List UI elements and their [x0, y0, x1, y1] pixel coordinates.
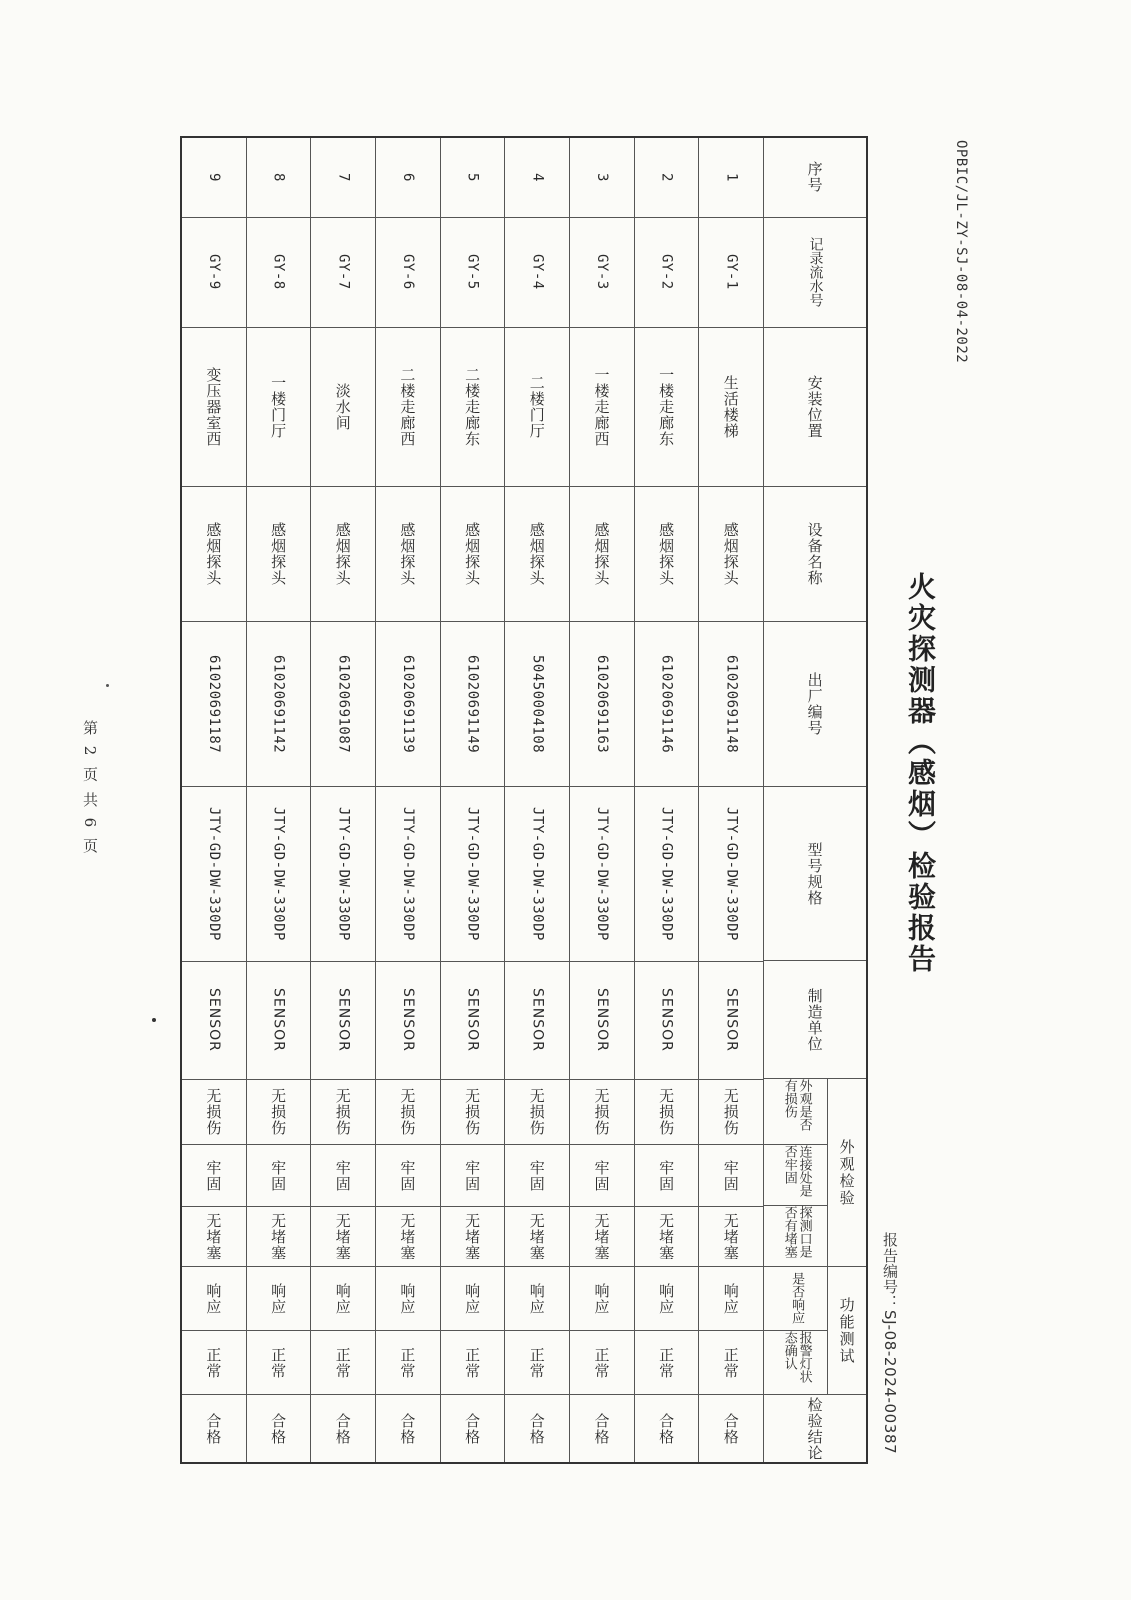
cell-conclusion: 合格 [592, 1412, 611, 1445]
cell-firm: 牢固 [441, 1145, 505, 1207]
header-record-no: 记录流水号 [764, 218, 866, 328]
speck-mark [106, 684, 109, 687]
cell-alarm-light: 正常 [376, 1331, 440, 1395]
cell-record-no: GY-8 [247, 218, 311, 328]
cell-alarm-light: 正常 [570, 1331, 634, 1395]
cell-factory-no: 61020691142 [247, 622, 311, 787]
cell-model: JTY-GD-DW-330DP [182, 787, 246, 962]
cell-factory-no: 61020691149 [441, 622, 505, 787]
header-conclusion: 检验结论 [805, 1396, 824, 1461]
cell-model: JTY-GD-DW-330DP [247, 787, 311, 962]
cell-conclusion: 合格 [527, 1412, 546, 1445]
cell-response: 响应 [441, 1267, 505, 1331]
cell-response: 响应 [505, 1267, 569, 1331]
cell-conclusion: 合格 [333, 1412, 352, 1445]
cell-seq: 5 [441, 138, 505, 218]
cell-record-no: GY-7 [311, 218, 375, 328]
cell-seq: 1 [699, 138, 763, 218]
cell-alarm-light: 正常 [505, 1331, 569, 1395]
cell-firm: 牢固 [635, 1145, 699, 1207]
cell-conclusion: 合格 [398, 1412, 417, 1445]
cell-response: 响应 [570, 1267, 634, 1331]
cell-factory-no: 61020691163 [570, 622, 634, 787]
header-device-name: 设备名称 [764, 487, 866, 622]
cell-damaged: 无损伤 [441, 1080, 505, 1146]
cell-seq: 6 [376, 138, 440, 218]
header-manufacturer: 制造单位 [764, 961, 866, 1079]
table-row [310, 138, 375, 1462]
cell-blocked: 无堵塞 [441, 1207, 505, 1267]
cell-conclusion: 合格 [269, 1412, 288, 1445]
cell-record-no: GY-2 [635, 218, 699, 328]
cell-firm: 牢固 [699, 1145, 763, 1207]
cell-factory-no: 50450004108 [505, 622, 569, 787]
cell-model: JTY-GD-DW-330DP [570, 787, 634, 962]
cell-conclusion: 合格 [204, 1412, 223, 1445]
cell-damaged: 无损伤 [247, 1080, 311, 1146]
cell-blocked: 无堵塞 [570, 1207, 634, 1267]
cell-blocked: 无堵塞 [182, 1207, 246, 1267]
cell-record-no: GY-1 [699, 218, 763, 328]
cell-record-no: GY-4 [505, 218, 569, 328]
cell-device-name: 感烟探头 [441, 487, 505, 622]
cell-response: 响应 [182, 1267, 246, 1331]
cell-model: JTY-GD-DW-330DP [311, 787, 375, 962]
header-model: 型号规格 [764, 787, 866, 962]
cell-damaged: 无损伤 [570, 1080, 634, 1146]
cell-conclusion: 合格 [721, 1412, 740, 1445]
cell-manufacturer: SENSOR [311, 962, 375, 1080]
cell-device-name: 感烟探头 [699, 487, 763, 622]
header-alarm-light: 报警灯状态确认 [781, 1330, 812, 1383]
cell-device-name: 感烟探头 [247, 487, 311, 622]
cell-blocked: 无堵塞 [376, 1207, 440, 1267]
cell-alarm-light: 正常 [311, 1331, 375, 1395]
cell-factory-no: 61020691146 [635, 622, 699, 787]
cell-firm: 牢固 [376, 1145, 440, 1207]
cell-factory-no: 61020691148 [699, 622, 763, 787]
header-blocked: 探测口是否有堵塞 [781, 1206, 812, 1259]
cell-manufacturer: SENSOR [441, 962, 505, 1080]
cell-conclusion: 合格 [463, 1412, 482, 1445]
cell-response: 响应 [311, 1267, 375, 1331]
table-row [698, 138, 763, 1462]
cell-location: 一楼走廊西 [570, 328, 634, 488]
table-row [634, 138, 699, 1462]
cell-location: 一楼走廊东 [635, 328, 699, 488]
cell-response: 响应 [635, 1267, 699, 1331]
header-factory-no: 出厂编号 [764, 622, 866, 787]
cell-seq: 8 [247, 138, 311, 218]
cell-factory-no: 61020691139 [376, 622, 440, 787]
cell-location: 二楼门厅 [505, 328, 569, 488]
cell-damaged: 无损伤 [182, 1080, 246, 1146]
cell-response: 响应 [247, 1267, 311, 1331]
cell-location: 变压器室西 [182, 328, 246, 488]
cell-blocked: 无堵塞 [247, 1207, 311, 1267]
cell-blocked: 无堵塞 [699, 1207, 763, 1267]
table-row [246, 138, 311, 1462]
cell-model: JTY-GD-DW-330DP [376, 787, 440, 962]
cell-device-name: 感烟探头 [505, 487, 569, 622]
table-row [504, 138, 569, 1462]
cell-manufacturer: SENSOR [570, 962, 634, 1080]
cell-device-name: 感烟探头 [311, 487, 375, 622]
cell-seq: 4 [505, 138, 569, 218]
cell-firm: 牢固 [311, 1145, 375, 1207]
cell-damaged: 无损伤 [699, 1080, 763, 1146]
cell-alarm-light: 正常 [182, 1331, 246, 1395]
table-row [182, 138, 246, 1462]
cell-device-name: 感烟探头 [570, 487, 634, 622]
cell-firm: 牢固 [182, 1145, 246, 1207]
cell-record-no: GY-3 [570, 218, 634, 328]
cell-model: JTY-GD-DW-330DP [699, 787, 763, 962]
header-appearance-group [764, 1079, 866, 1267]
cell-factory-no: 61020691187 [182, 622, 246, 787]
cell-location: 淡水间 [311, 328, 375, 488]
cell-alarm-light: 正常 [699, 1331, 763, 1395]
cell-seq: 7 [311, 138, 375, 218]
cell-manufacturer: SENSOR [635, 962, 699, 1080]
header-appearance-band: 外观检验 [827, 1079, 866, 1266]
cell-manufacturer: SENSOR [247, 962, 311, 1080]
cell-location: 一楼门厅 [247, 328, 311, 488]
cell-damaged: 无损伤 [311, 1080, 375, 1146]
header-response: 是否响应 [764, 1267, 827, 1331]
table-row [375, 138, 440, 1462]
cell-damaged: 无损伤 [376, 1080, 440, 1146]
cell-response: 响应 [699, 1267, 763, 1331]
header-seq: 序号 [764, 138, 866, 218]
cell-conclusion: 合格 [657, 1412, 676, 1445]
cell-firm: 牢固 [505, 1145, 569, 1207]
cell-manufacturer: SENSOR [376, 962, 440, 1080]
header-location: 安装位置 [764, 328, 866, 488]
cell-alarm-light: 正常 [441, 1331, 505, 1395]
cell-firm: 牢固 [247, 1145, 311, 1207]
cell-firm: 牢固 [570, 1145, 634, 1207]
cell-manufacturer: SENSOR [505, 962, 569, 1080]
document-code: OPBIC/JL-ZY-SJ-08-04-2022 [953, 140, 969, 364]
cell-device-name: 感烟探头 [376, 487, 440, 622]
cell-record-no: GY-5 [441, 218, 505, 328]
cell-seq: 9 [182, 138, 246, 218]
report-number: 报告编号：SJ-08-2024-00387 [881, 1232, 899, 1455]
header-firm: 连接处是否牢固 [764, 1145, 827, 1207]
cell-model: JTY-GD-DW-330DP [441, 787, 505, 962]
cell-damaged: 无损伤 [635, 1080, 699, 1146]
page-footer: 第 2 页 共 6 页 [81, 720, 99, 856]
inspection-table [180, 136, 868, 1464]
cell-record-no: GY-9 [182, 218, 246, 328]
cell-device-name: 感烟探头 [182, 487, 246, 622]
header-function-group [764, 1267, 866, 1395]
cell-manufacturer: SENSOR [699, 962, 763, 1080]
cell-seq: 3 [570, 138, 634, 218]
cell-factory-no: 61020691087 [311, 622, 375, 787]
table-row [569, 138, 634, 1462]
cell-alarm-light: 正常 [635, 1331, 699, 1395]
cell-manufacturer: SENSOR [182, 962, 246, 1080]
cell-response: 响应 [376, 1267, 440, 1331]
cell-model: JTY-GD-DW-330DP [635, 787, 699, 962]
cell-location: 生活楼梯 [699, 328, 763, 488]
cell-device-name: 感烟探头 [635, 487, 699, 622]
cell-location: 二楼走廊东 [441, 328, 505, 488]
header-damaged: 外观是否有损伤 [764, 1079, 827, 1145]
cell-record-no: GY-6 [376, 218, 440, 328]
cell-seq: 2 [635, 138, 699, 218]
table-header-row [763, 138, 866, 1462]
header-function-band: 功能测试 [827, 1267, 866, 1394]
cell-alarm-light: 正常 [247, 1331, 311, 1395]
cell-blocked: 无堵塞 [635, 1207, 699, 1267]
cell-blocked: 无堵塞 [505, 1207, 569, 1267]
cell-model: JTY-GD-DW-330DP [505, 787, 569, 962]
cell-damaged: 无损伤 [505, 1080, 569, 1146]
table-row [440, 138, 505, 1462]
cell-blocked: 无堵塞 [311, 1207, 375, 1267]
speck-mark [152, 1018, 156, 1022]
report-title: 火灾探测器（感烟）检验报告 [904, 572, 937, 975]
cell-location: 二楼走廊西 [376, 328, 440, 488]
